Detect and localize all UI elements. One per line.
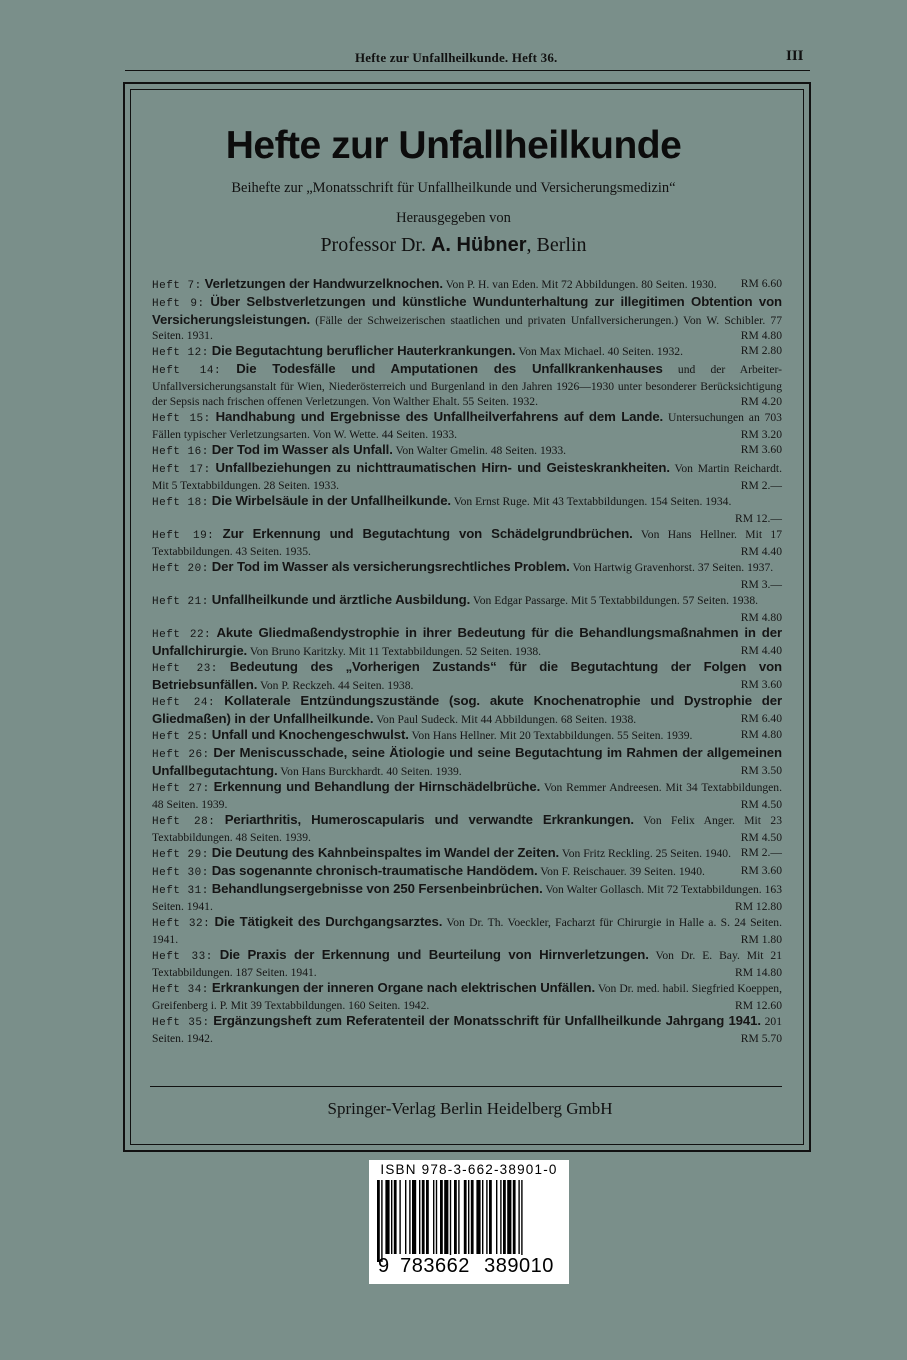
list-item — [152, 863, 782, 881]
entry-details: Von P. Reckzeh. 44 Seiten. 1938. — [260, 679, 414, 692]
isbn-text: ISBN 978-3-662-38901-0 — [380, 1162, 558, 1177]
publisher: Springer-Verlag Berlin Heidelberg GmbH — [327, 1099, 613, 1118]
entry-details: Von Edgar Passarge. Mit 5 Textabbildungen. 57 Seiten. 1938. — [472, 594, 759, 607]
entry-details: Von Felix Anger. Mit 23 Textabbildungen. 48 Seiten. 1939. — [152, 814, 782, 844]
entry-title: Bedeutung des „Vorherigen Zustands“ für die Begutachtung der Folgen von Betriebsunfällen. — [152, 659, 782, 692]
entry-title: Die Deutung des Kahnbeinspaltes im Wandel der Zeiten. — [211, 845, 560, 860]
entry-details: Von P. H. van Eden. Mit 72 Abbildungen. 80 Seiten. 1930. — [445, 278, 717, 291]
entry-price: RM 12.80 — [734, 900, 782, 913]
entry-heft: Heft 9: — [152, 298, 205, 310]
list-item — [152, 914, 782, 947]
barcode-bar — [507, 1180, 511, 1254]
entry-heft: Heft 7: — [152, 280, 202, 292]
entry-title: Verletzungen der Handwurzelknochen. — [204, 276, 443, 291]
barcode-bar — [454, 1180, 457, 1254]
entry-details: Von Hans Hellner. Mit 20 Textabbildungen. 55 Seiten. 1939. — [411, 729, 693, 742]
list-item — [152, 460, 782, 493]
barcode-bar — [409, 1180, 410, 1254]
barcode-bar — [471, 1180, 474, 1254]
list-item — [152, 693, 782, 727]
entry-heft: Heft 12: — [152, 347, 209, 359]
entry-title: Die Todesfälle und Amputationen des Unfallkrankenhauses — [236, 361, 663, 376]
barcode-bar — [440, 1180, 443, 1254]
entry-price: RM 4.50 — [740, 831, 782, 844]
barcode-bar — [419, 1180, 420, 1254]
entry-title: Unfall und Knochengeschwulst. — [211, 727, 409, 742]
entry-details: Von Hans Burckhardt. 40 Seiten. 1939. — [280, 765, 462, 778]
editor-line — [0, 234, 907, 257]
list-item — [152, 343, 782, 361]
barcode-bar — [513, 1180, 516, 1254]
barcode-bar — [496, 1180, 497, 1254]
entry-title: Unfallbeziehungen zu nichttraumatischen Hirn- und Geisteskrankheiten. — [215, 460, 670, 475]
entry-price: RM 4.40 — [740, 644, 782, 657]
list-item — [152, 881, 782, 914]
barcode-bar — [486, 1180, 487, 1254]
editor-prefix: Professor Dr. — [320, 234, 426, 256]
barcode-bar — [422, 1180, 425, 1254]
barcode-bar — [394, 1180, 397, 1254]
entry-details: Von Bruno Karitzky. Mit 11 Textabbildungen. 52 Seiten. 1938. — [249, 645, 542, 658]
barcode-bar — [381, 1180, 382, 1262]
entry-title: Die Tätigkeit des Durchgangsarztes. — [214, 914, 443, 929]
series-title: Hefte zur Unfallheilkunde — [225, 124, 682, 167]
entry-title: Unfallheilkunde und ärztliche Ausbildung. — [211, 592, 471, 607]
entry-price: RM 4.80 — [740, 611, 782, 624]
barcode-bar — [444, 1180, 448, 1254]
entry-price: RM 2.— — [740, 479, 782, 492]
editor-name: A. Hübner — [430, 234, 527, 256]
header-rule — [125, 70, 810, 71]
entry-heft: Heft 21: — [152, 596, 209, 608]
barcode-bar — [433, 1180, 434, 1254]
list-item — [152, 361, 782, 409]
entry-price: RM 1.80 — [740, 933, 782, 946]
entry-price: RM 4.50 — [740, 798, 782, 811]
entry-details: Von Paul Sudeck. Mit 44 Abbildungen. 68 Seiten. 1938. — [376, 713, 637, 726]
entry-heft: Heft 15: — [152, 413, 211, 425]
entry-heft: Heft 23: — [152, 663, 218, 675]
entry-title: Akute Gliedmaßendystrophie in ihrer Bedeutung für die Behandlungsmaßnahmen in der Unfallchirurgie. — [152, 625, 782, 658]
list-item — [152, 745, 782, 779]
series-subtitle: Beihefte zur „Monatsschrift für Unfallheilkunde und Versicherungsmedizin“ — [231, 180, 676, 196]
barcode-bar — [399, 1180, 400, 1254]
barcode-bar — [468, 1180, 469, 1254]
entry-heft: Heft 20: — [152, 563, 209, 575]
list-item — [152, 442, 782, 460]
ean-right-digits: 389010 — [480, 1255, 558, 1278]
entry-price: RM 12.— — [734, 512, 782, 525]
entry-details: Von Hans Hellner. Mit 17 Textabbildungen. 43 Seiten. 1935. — [152, 528, 782, 558]
entry-price: RM 4.80 — [740, 329, 782, 342]
ean-left-digits: 783662 — [396, 1255, 474, 1278]
entry-price: RM 14.80 — [734, 966, 782, 979]
entry-heft: Heft 28: — [152, 816, 216, 828]
entry-details: und der Arbeiter-Unfallversicherungsanstalt für Wien, Niederösterreich und Burgenland in den Jahren 1926—1930 unter besonderer Berücksichtigung der Sepsis nach frischen offenen Verletzungen. Von Walther Ehalt. 55 Seiten. 1932. — [152, 363, 783, 408]
entry-title: Der Tod im Wasser als versicherungsrechtliches Problem. — [211, 559, 570, 574]
entry-details: Von Ernst Ruge. Mit 43 Textabbildungen. 154 Seiten. 1934. — [453, 495, 732, 508]
entry-title: Behandlungsergebnisse von 250 Fersenbeinbrüchen. — [211, 881, 543, 896]
list-item — [152, 727, 782, 745]
entry-heft: Heft 27: — [152, 783, 210, 795]
entry-details: Von Walter Gollasch. Mit 72 Textabbildungen. 163 Seiten. 1941. — [152, 883, 782, 913]
entry-heft: Heft 17: — [152, 464, 211, 476]
entry-title: Periarthritis, Humeroscapularis und verwandte Erkrankungen. — [224, 812, 634, 827]
entry-title: Ergänzungsheft zum Referatenteil der Monatsschrift für Unfallheilkunde Jahrgang 1941. — [213, 1013, 761, 1028]
entry-price: RM 6.60 — [740, 277, 782, 290]
entry-price: RM 3.— — [740, 578, 782, 591]
list-item — [152, 845, 782, 863]
barcode-bar — [458, 1180, 459, 1254]
list-item — [152, 493, 782, 526]
entry-price: RM 3.20 — [740, 428, 782, 441]
entry-title: Das sogenannte chronisch-traumatische Handödem. — [211, 863, 538, 878]
ean-first-digit: 9 — [378, 1255, 390, 1277]
barcode-bar — [377, 1180, 380, 1262]
barcode-bar — [426, 1180, 429, 1254]
entry-heft: Heft 24: — [152, 697, 216, 709]
entry-heft: Heft 32: — [152, 918, 211, 930]
entry-price: RM 4.20 — [740, 395, 782, 408]
barcode-bar — [500, 1180, 501, 1254]
entry-title: Die Praxis der Erkennung und Beurteilung von Hirnverletzungen. — [219, 947, 649, 962]
entry-details: Von Remmer Andreesen. Mit 34 Textabbildungen. 48 Seiten. 1939. — [152, 781, 782, 811]
entry-heft: Heft 14: — [152, 365, 222, 377]
barcode-bar — [436, 1180, 437, 1254]
barcode-bar — [482, 1180, 483, 1254]
entry-price: RM 3.60 — [740, 443, 782, 456]
entry-details: Von Dr. E. Bay. Mit 21 Textabbildungen. 187 Seiten. 1941. — [152, 949, 783, 979]
barcode-bar — [476, 1180, 480, 1254]
barcode-bar — [391, 1180, 392, 1254]
page-number: III — [786, 48, 804, 64]
entry-details: Von Martin Reichardt. Mit 5 Textabbildungen. 28 Seiten. 1933. — [152, 462, 782, 492]
entry-details: Von Dr. Th. Voeckler, Facharzt für Chirurgie in Halle a. S. 24 Seiten. 1941. — [152, 916, 782, 946]
entry-price: RM 6.40 — [740, 712, 782, 725]
list-item — [152, 659, 782, 693]
list-item — [152, 980, 782, 1013]
entry-heft: Heft 26: — [152, 749, 210, 761]
entry-price: RM 2.80 — [740, 344, 782, 357]
entry-price: RM 3.60 — [740, 678, 782, 691]
entry-title: Die Begutachtung beruflicher Hauterkrankungen. — [211, 343, 516, 358]
entry-price: RM 2.— — [740, 846, 782, 859]
list-item — [152, 947, 782, 980]
barcode-bar — [503, 1180, 506, 1254]
entry-price: RM 4.80 — [740, 728, 782, 741]
entry-title: Erkennung und Behandlung der Hirnschädelbrüche. — [213, 779, 541, 794]
entry-price: RM 5.70 — [740, 1032, 782, 1045]
entry-details: Von Hartwig Gravenhorst. 37 Seiten. 1937. — [572, 561, 774, 574]
entry-heft: Heft 18: — [152, 497, 209, 509]
entry-title: Handhabung und Ergebnisse des Unfallheilverfahrens auf dem Lande. — [215, 409, 664, 424]
entry-heft: Heft 25: — [152, 731, 209, 743]
barcode-bar — [405, 1180, 406, 1254]
running-head — [0, 50, 907, 72]
entry-price: RM 3.60 — [740, 864, 782, 877]
list-item — [152, 559, 782, 592]
editor-intro: Herausgegeben von — [396, 210, 511, 226]
editor-place: , Berlin — [526, 234, 587, 256]
entry-details: Von Walter Gmelin. 48 Seiten. 1933. — [395, 444, 567, 457]
entry-details: Von F. Reischauer. 39 Seiten. 1940. — [540, 865, 705, 878]
entry-title: Zur Erkennung und Begutachtung von Schädelgrundbrüchen. — [222, 526, 633, 541]
list-item — [152, 526, 782, 559]
entry-heft: Heft 34: — [152, 984, 209, 996]
entry-heft: Heft 35: — [152, 1017, 210, 1029]
barcode-bar — [518, 1180, 519, 1254]
entry-heft: Heft 31: — [152, 885, 209, 897]
barcode-bars — [369, 1180, 569, 1262]
list-item — [152, 812, 782, 845]
entry-title: Der Meniscusschade, seine Ätiologie und seine Begutachtung im Rahmen der allgemeinen Unfallbegutachtung. — [152, 745, 782, 778]
barcode-bar — [412, 1180, 416, 1254]
list-item — [152, 294, 782, 343]
barcode-bar — [464, 1180, 467, 1254]
list-item — [152, 1013, 782, 1046]
list-item — [152, 625, 782, 659]
entry-title: Der Tod im Wasser als Unfall. — [211, 442, 393, 457]
list-item — [152, 592, 782, 625]
entry-heft: Heft 29: — [152, 849, 209, 861]
entry-details: Von Dr. med. habil. Siegfried Koeppen, Greifenberg i. P. Mit 39 Textabbildungen. 160 Seiten. 1942. — [152, 982, 782, 1012]
list-item — [152, 779, 782, 812]
entry-details: Von Fritz Reckling. 25 Seiten. 1940. — [561, 847, 732, 860]
entry-details: 201 Seiten. 1942. — [152, 1015, 782, 1045]
entry-title: Über Selbstverletzungen und künstliche Wundunterhaltung zur illegitimen Obtention von Versicherungsleistungen. — [152, 294, 782, 327]
barcode-bar — [450, 1180, 451, 1262]
entry-heft: Heft 16: — [152, 446, 209, 458]
entry-title: Erkrankungen der inneren Organe nach elektrischen Unfällen. — [211, 980, 596, 995]
entry-price: RM 12.60 — [734, 999, 782, 1012]
entry-price: RM 3.50 — [740, 764, 782, 777]
barcode-bar — [489, 1180, 492, 1254]
entry-heft: Heft 19: — [152, 530, 215, 542]
entry-title: Kollaterale Entzündungszustände (sog. akute Knochenatrophie und Dystrophie der Gliedmaßen) in der Unfallheilkunde. — [152, 693, 782, 726]
barcode-bar — [385, 1180, 389, 1254]
entry-price: RM 4.40 — [740, 545, 782, 558]
list-item — [152, 409, 782, 442]
running-head-title: Hefte zur Unfallheilkunde. Heft 36. — [355, 50, 558, 65]
entry-heft: Heft 30: — [152, 867, 209, 879]
footer-rule — [150, 1086, 782, 1087]
volume-list — [152, 276, 782, 1046]
entry-title: Die Wirbelsäule in der Unfallheilkunde. — [211, 493, 451, 508]
entry-details: Von Max Michael. 40 Seiten. 1932. — [518, 345, 683, 358]
entry-details: (Fälle der Schweizerischen staatlichen und privaten Unfallversicherungen.) Von W. Schibler. 77 Seiten. 1931. — [152, 314, 782, 342]
entry-details: Untersuchungen an 703 Fällen typischer Verletzungsarten. Von W. Wette. 44 Seiten. 1933. — [152, 411, 782, 441]
entry-heft: Heft 22: — [152, 629, 212, 641]
entry-heft: Heft 33: — [152, 951, 213, 963]
barcode-bar — [521, 1180, 522, 1262]
list-item — [152, 276, 782, 294]
